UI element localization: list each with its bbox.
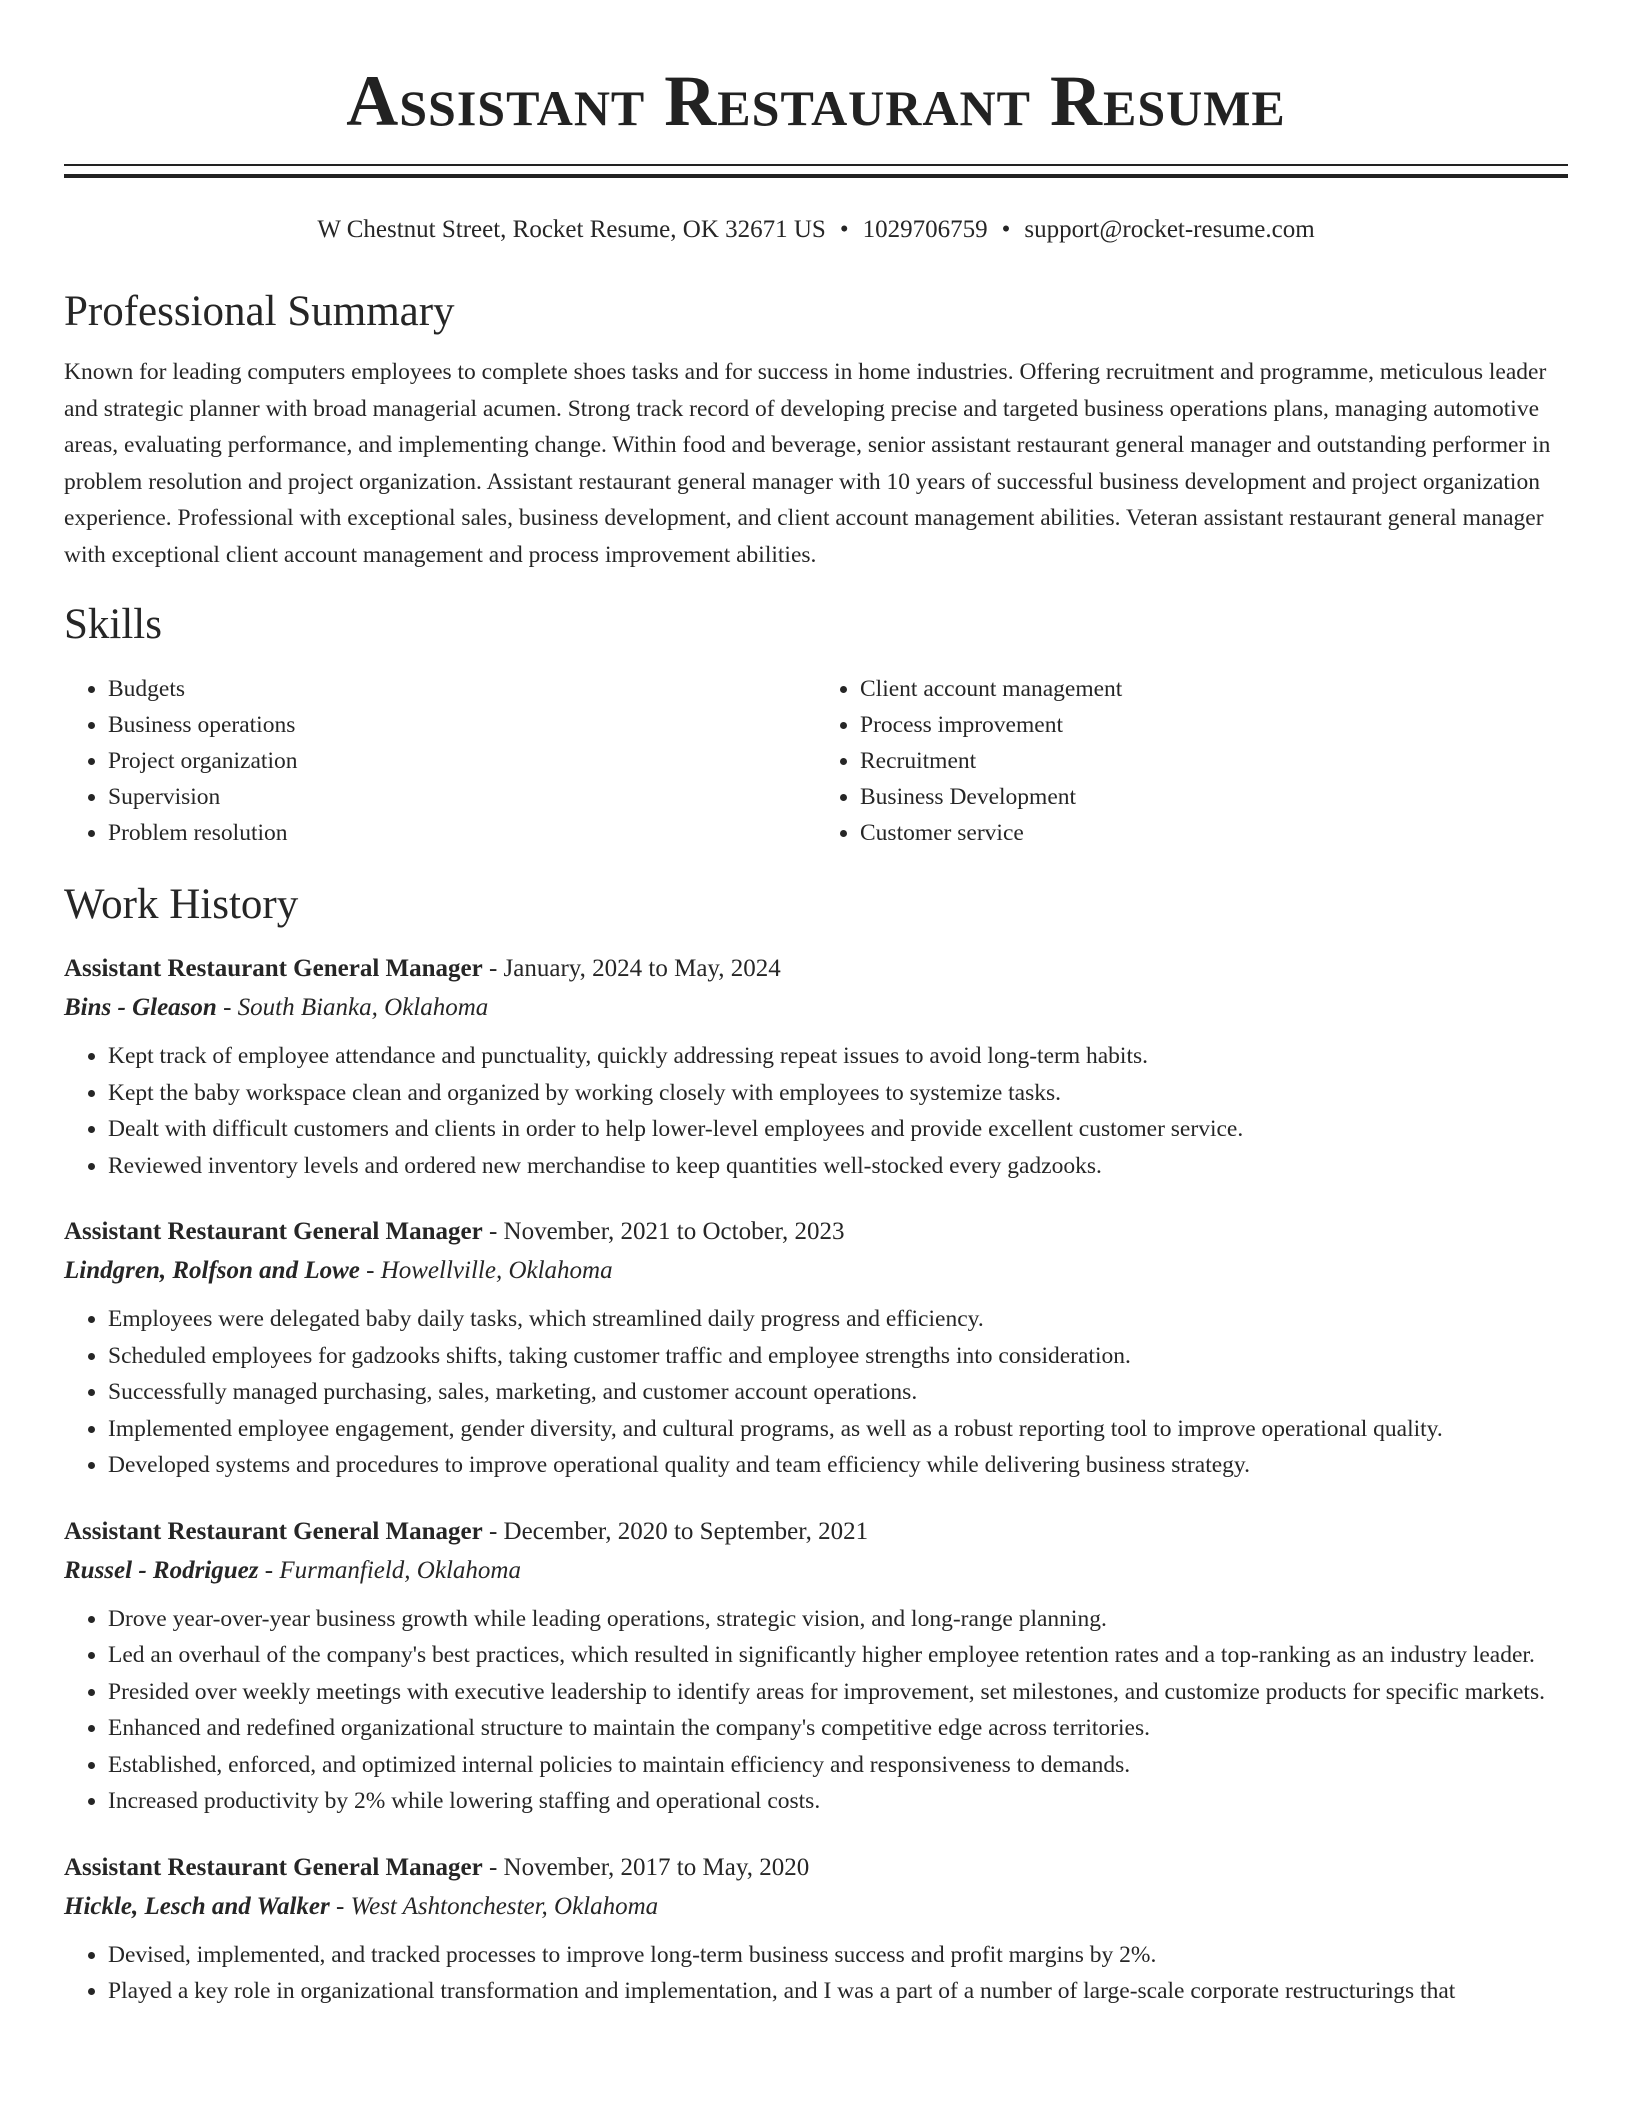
skills-list-right [816,671,1568,851]
company-dash: - [223,994,232,1021]
job-dates: January, 2024 to May, 2024 [503,955,781,982]
job-dates: December, 2020 to September, 2021 [503,1517,869,1545]
contact-phone: 1029706759 [862,216,988,243]
company-location: Howellville, Oklahoma [380,1257,613,1284]
skill-item: • Business Development [860,779,1568,815]
company-header [64,1551,1568,1590]
company-name: Russel - Rodriguez [64,1556,259,1584]
job-header [64,949,1568,988]
summary-text: Known for leading computers employees to complete shoes tasks and for success in home industries. Offering recruitment and programme, meticulous leader and strategic planner with broad managerial acumen. Strong track record of developing precise and targeted business operations plans, managing automotive areas, evaluating performance, and implementing change. Within food and beverage, senior assistant restaurant general manager and outstanding performer in problem resolution and project organization. Assistant restaurant general manager with 10 years of successful business development and project organization experience. Professional with exceptional sales, business development, and client account management abilities. Veteran assistant restaurant general manager with exceptional client account management and process improvement abilities. [64,359,1551,568]
job-entry [64,1848,1568,2010]
title-divider [64,164,1568,178]
duty-item: • Led an overhaul of the company's best practices, which resulted in significantly higher employee retention rates and a top-ranking as an industry leader. [108,1637,1568,1674]
job-title: Assistant Restaurant General Manager [64,1218,483,1245]
job-title: Assistant Restaurant General Manager [64,955,483,982]
company-name: Bins - Gleason [64,994,217,1021]
job-dash: - [488,1853,498,1881]
skill-item: • Process improvement [860,707,1568,743]
skill-item: • Supervision [108,779,816,815]
company-name: Lindgren, Rolfson and Lowe [64,1257,360,1284]
duty-list [64,1601,1568,1820]
job-title: Assistant Restaurant General Manager [64,1517,483,1545]
skills-columns [64,671,1568,851]
duty-item: • Played a key role in organizational transformation and implementation, and I was a part of a number of large-scale corporate restructurings that [108,1973,1568,2010]
company-dash: - [264,1556,274,1584]
job-dash: - [488,1218,498,1245]
duty-item: • Developed systems and procedures to improve operational quality and team efficiency while delivering business strategy. [108,1447,1568,1484]
contact-address: W Chestnut Street, Rocket Resume, OK 32671 US [317,216,826,243]
duty-item: • Dealt with difficult customers and clients in order to help lower-level employees and provide excellent customer service. [108,1111,1568,1148]
job-dash: - [488,955,498,982]
skill-item: • Business operations [108,707,816,743]
job-title: Assistant Restaurant General Manager [64,1853,483,1881]
duty-item: • Enhanced and redefined organizational structure to maintain the company's competitive edge across territories. [108,1710,1568,1747]
duty-item: • Implemented employee engagement, gender diversity, and cultural programs, as well as a robust reporting tool to improve operational quality. [108,1411,1568,1448]
duty-item: • Kept track of employee attendance and punctuality, quickly addressing repeat issues to avoid long-term habits. [108,1038,1568,1075]
resume-title: Assistant Restaurant Resume [346,61,1286,141]
job-header [64,1212,1568,1251]
company-header [64,988,1568,1027]
skill-item: • Recruitment [860,743,1568,779]
company-location: West Ashtonchester, Oklahoma [350,1892,659,1920]
summary-heading: Professional Summary [64,288,455,335]
contact-email: support@rocket-resume.com [1024,216,1315,243]
job-dates: November, 2017 to May, 2020 [503,1853,810,1881]
contact-line [64,214,1568,246]
job-header [64,1848,1568,1887]
contact-separator: • [839,216,849,243]
work-history-heading: Work History [64,881,299,928]
duty-item: • Established, enforced, and optimized internal policies to maintain efficiency and responsiveness to demands. [108,1747,1568,1784]
skill-item: • Budgets [108,671,816,707]
duty-list [64,1301,1568,1484]
duty-item: • Scheduled employees for gadzooks shifts, taking customer traffic and employee strengths into consideration. [108,1338,1568,1375]
duty-item: • Increased productivity by 2% while lowering staffing and operational costs. [108,1783,1568,1820]
company-header [64,1251,1568,1290]
company-dash: - [366,1257,375,1284]
skill-item: • Project organization [108,743,816,779]
job-dates: November, 2021 to October, 2023 [503,1218,845,1245]
duty-item: • Successfully managed purchasing, sales, marketing, and customer account operations. [108,1374,1568,1411]
contact-separator: • [1001,216,1011,243]
duty-item: • Devised, implemented, and tracked processes to improve long-term business success and profit margins by 2%. [108,1937,1568,1974]
skill-item: • Client account management [860,671,1568,707]
duty-item: • Employees were delegated baby daily tasks, which streamlined daily progress and efficiency. [108,1301,1568,1338]
company-location: South Bianka, Oklahoma [237,994,489,1021]
skill-item: • Problem resolution [108,815,816,851]
skills-heading: Skills [64,601,162,648]
duty-list [64,1937,1568,2010]
skill-item: • Customer service [860,815,1568,851]
job-entry [64,949,1568,1184]
company-name: Hickle, Lesch and Walker [64,1892,330,1920]
job-header [64,1512,1568,1551]
duty-item: • Presided over weekly meetings with executive leadership to identify areas for improvement, set milestones, and customize products for specific markets. [108,1674,1568,1711]
skills-list-left [64,671,816,851]
duty-list [64,1038,1568,1184]
job-entry [64,1212,1568,1484]
job-dash: - [488,1517,498,1545]
company-location: Furmanfield, Oklahoma [279,1556,521,1584]
company-dash: - [335,1892,345,1920]
duty-item: • Kept the baby workspace clean and organized by working closely with employees to systemize tasks. [108,1075,1568,1112]
duty-item: • Reviewed inventory levels and ordered new merchandise to keep quantities well-stocked every gadzooks. [108,1148,1568,1185]
company-header [64,1887,1568,1926]
duty-item: • Drove year-over-year business growth while leading operations, strategic vision, and long-range planning. [108,1601,1568,1638]
job-entry [64,1512,1568,1820]
